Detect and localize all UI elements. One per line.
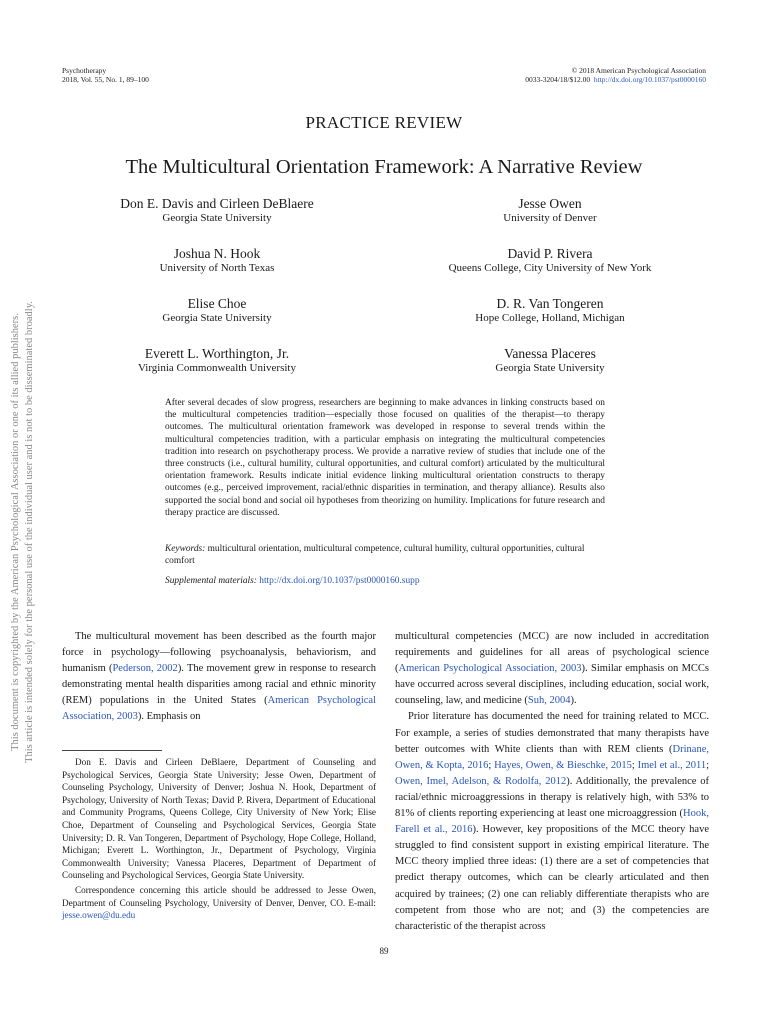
author-block xyxy=(52,196,382,225)
journal-header xyxy=(62,66,149,84)
author-block xyxy=(385,346,715,375)
side-note-line-2: This article is intended solely for the personal use of the individual user and is not to be disseminated broadly. xyxy=(24,301,35,763)
section-title: PRACTICE REVIEW xyxy=(305,113,463,132)
citation-link[interactable]: Suh, 2004 xyxy=(527,695,571,707)
author-affiliation: Virginia Commonwealth University xyxy=(137,362,296,374)
text-run: ; xyxy=(631,759,638,771)
footnote-divider xyxy=(62,750,162,751)
paragraph xyxy=(62,629,376,726)
author-affiliation: Hope College, Holland, Michigan xyxy=(475,312,625,324)
citation-link[interactable]: American Psychological Association, 2003 xyxy=(398,663,582,675)
citation-link[interactable]: Hayes, Owen, & Bieschke, 2015 xyxy=(494,759,632,771)
author-note xyxy=(62,756,376,924)
supplemental-materials xyxy=(165,575,605,587)
author-name: D. R. Van Tongeren xyxy=(496,296,604,311)
citation-link[interactable]: American Psychological Association, 2003 xyxy=(62,695,376,723)
journal-volume: 2018, Vol. 55, No. 1, 89–100 xyxy=(62,75,149,84)
copyright-line: © 2018 American Psychological Association xyxy=(571,66,706,75)
text-run: ). The movement grew in response to research demonstrating mental health disparities among racial and ethnic minority (REM) populations in the United States ( xyxy=(62,663,376,707)
copyright-header xyxy=(525,66,706,84)
body-column-left xyxy=(62,629,376,726)
copyright-side-note xyxy=(9,182,37,882)
paragraph xyxy=(395,709,709,934)
text-run: ). Emphasis on xyxy=(137,711,201,723)
author-block xyxy=(52,246,382,275)
author-affiliation: Queens College, City University of New York xyxy=(448,262,652,274)
text-run: ). However, key propositions of the MCC theory have struggled to find consistent support in existing empirical literature. The MCC theory implied three ideas: (1) there are a set of competencies that predict therapy outcomes, which can be clearly articulated and then acquired by trainees; (2) one can reliably differentiate therapists who are competent from those who are not; and (3) the competencies are characteristic of the therapist across xyxy=(395,824,709,932)
text-run: Prior literature has documented the need for training related to MCC. For example, a series of studies demonstrated that many therapists have better outcomes with White clients than with REM clients ( xyxy=(395,711,709,755)
issn-doi-line xyxy=(525,75,706,84)
doi-link[interactable]: http://dx.doi.org/10.1037/pst0000160 xyxy=(593,75,706,84)
issn: 0033-3204/18/$12.00 xyxy=(525,75,591,84)
keywords-text: multicultural orientation, multicultural competence, cultural humility, cultural opportunities, cultural comfort xyxy=(165,544,585,567)
author-block xyxy=(52,346,382,375)
body-column-right xyxy=(395,629,709,935)
abstract: After several decades of slow progress, researchers are beginning to make advances in linking constructs based on the multicultural competencies tradition—especially those focused on qualities of the therapist—to therapy outcomes. The multicultural orientation framework was developed in response to several trends within the multicultural competencies tradition, with a particular emphasis on integrating the multicultural competencies tradition into research on psychotherapy process. We provide a narrative review of studies that include one of the three constructs (i.e., cultural humility, cultural opportunities, and cultural comfort) articulated by the multicultural orientation framework. Results indicate initial evidence linking multicultural orientation constructs to therapy outcomes (e.g., perceived improvement, racial/ethnic disparities in termination, and therapy alliance). Results also supported the social bond and social oil hypotheses from theorizing on humility. Implications for future research and therapy practice are discussed. xyxy=(165,398,605,518)
text-run: The multicultural movement has been described as the fourth major force in psychology—following psychoanalysis, behaviorism, and humanism ( xyxy=(62,631,376,675)
author-name: Everett L. Worthington, Jr. xyxy=(144,346,290,361)
citation-link[interactable]: Imel et al., 2011 xyxy=(637,759,707,771)
text-run: ; xyxy=(488,759,495,771)
author-block xyxy=(385,296,715,325)
author-name: David P. Rivera xyxy=(507,246,593,261)
author-name: Elise Choe xyxy=(187,296,247,311)
author-block xyxy=(385,196,715,225)
author-affiliation: Georgia State University xyxy=(495,362,605,374)
keywords-label: Keywords: xyxy=(165,544,206,554)
author-affiliation: Georgia State University xyxy=(162,212,272,224)
author-name: Don E. Davis and Cirleen DeBlaere xyxy=(120,196,314,211)
text-run: Correspondence concerning this article should be addressed to Jesse Owen, Department of Counseling Psychology, University of Denver, Denver, CO. E-mail: xyxy=(62,884,376,908)
side-note-line-1: This document is copyrighted by the American Psychological Association or one of its allied publishers. xyxy=(10,313,21,751)
author-name: Joshua N. Hook xyxy=(173,246,261,261)
author-affiliation: Georgia State University xyxy=(162,312,272,324)
author-block xyxy=(385,246,715,275)
author-name: Vanessa Placeres xyxy=(504,346,596,361)
text-run: ). xyxy=(570,695,577,707)
author-block xyxy=(52,296,382,325)
journal-name: Psychotherapy xyxy=(62,66,107,75)
author-affiliation: University of Denver xyxy=(503,212,597,224)
author-name: Jesse Owen xyxy=(518,196,582,211)
email-link[interactable]: jesse.owen@du.edu xyxy=(62,910,136,921)
text-run: ). Additionally, the prevalence of racial/ethnic microaggressions in therapy is relatively high, with 53% to 81% of clients reporting experiencing at least one microaggression ( xyxy=(395,775,710,820)
author-affiliation: University of North Texas xyxy=(159,262,275,274)
affiliation-note: Don E. Davis and Cirleen DeBlaere, Department of Counseling and Psychological Services, Georgia State University; Jesse Owen, Department of Counseling Psychology, University of Denver; Joshua N. Hook, Department of Psychology, University of North Texas; David P. Rivera, Department of Educational and Community Programs, Queens College, City University of New York; Elise Choe, Department of Counseling and Psychological Services, Georgia State University; D. R. Van Tongeren, Department of Psychology, Hope College, Holland, Michigan; Everett L. Worthington, Jr., Department of Psychology, Virginia Commonwealth University; Vanessa Placeres, Department of Department of Counseling and Psychological Services, Georgia State University. xyxy=(62,757,376,881)
page-number: 89 xyxy=(379,946,389,956)
correspondence-note xyxy=(62,884,376,922)
citation-link[interactable]: Hook, Farell et al., 2016 xyxy=(395,808,709,836)
paper-title: The Multicultural Orientation Framework: A Narrative Review xyxy=(125,156,643,178)
citation-link[interactable]: Owen, Imel, Adelson, & Rodolfa, 2012 xyxy=(395,775,567,787)
citation-link[interactable]: Drinane, Owen, & Kopta, 2016 xyxy=(395,743,709,771)
paragraph xyxy=(395,629,709,709)
text-run: ). Similar emphasis on MCCs have occurred across several disciplines, including education, social work, counseling, law, and medicine ( xyxy=(395,663,709,707)
keywords xyxy=(165,543,605,567)
citation-link[interactable]: Pederson, 2002 xyxy=(112,663,178,675)
supplemental-label: Supplemental materials: xyxy=(165,576,257,586)
text-run: ; xyxy=(706,759,710,771)
supplemental-link[interactable]: http://dx.doi.org/10.1037/pst0000160.supp xyxy=(259,576,420,586)
text-run: multicultural competencies (MCC) are now included in accreditation requirements and guidelines for all areas of psychological science ( xyxy=(395,631,709,675)
